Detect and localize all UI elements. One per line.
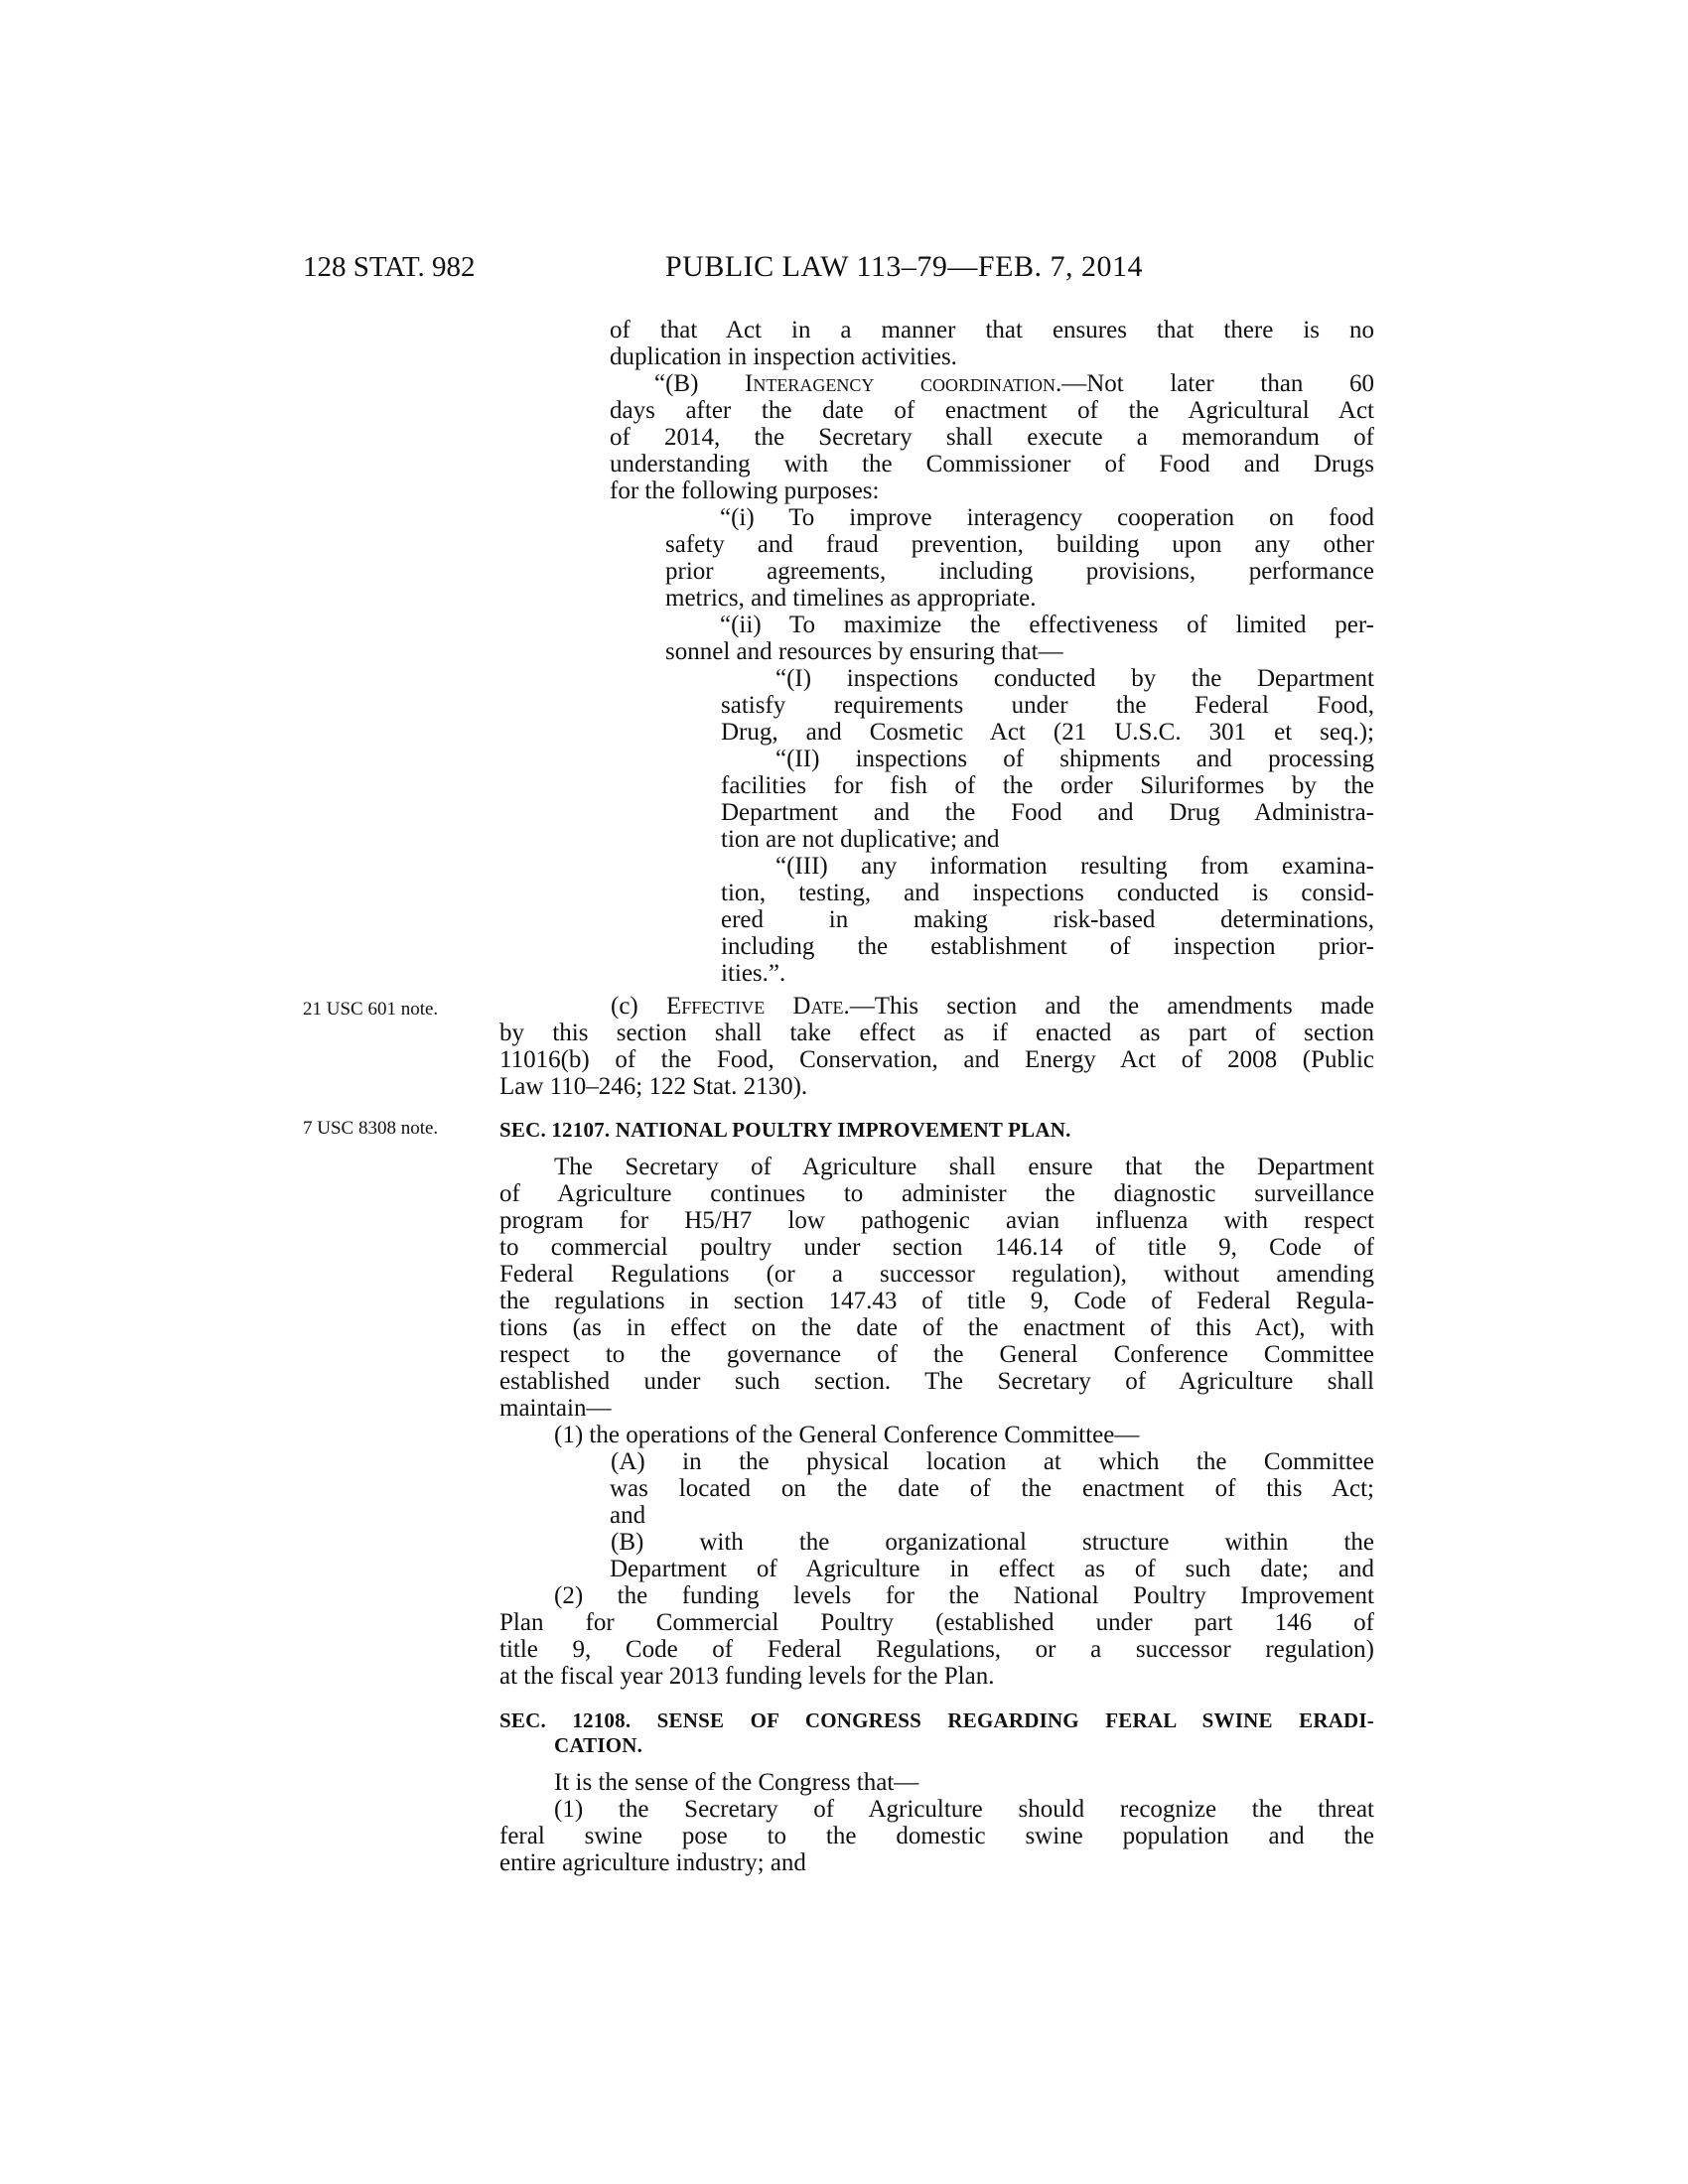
purpose-i-line: prior agreements, including provisions, performance: [665, 558, 1374, 585]
purpose-ii-line: sonnel and resources by ensuring that—: [665, 638, 1063, 665]
text-line: days after the date of enactment of the Agricultural Act: [610, 397, 1374, 424]
sec12107-item-1A-line: (A) in the physical location at which the Committee: [611, 1448, 1374, 1475]
interagency-heading-line: [654, 370, 1374, 397]
page-citation: 128 STAT. 982: [303, 251, 476, 283]
purpose-ii-line: “(ii) To maximize the effectiveness of limited per-: [720, 612, 1374, 638]
sec12107-item-2-line: Plan for Commercial Poultry (established under part 146 of: [499, 1609, 1374, 1636]
margin-note-7-usc: 7 USC 8308 note.: [303, 1118, 439, 1139]
purpose-i-line: metrics, and timelines as appropriate.: [665, 585, 1037, 612]
sec12107-para-line: the regulations in section 147.43 of title 9, Code of Federal Regula-: [499, 1288, 1374, 1314]
margin-note-21-usc: 21 USC 601 note.: [303, 999, 439, 1020]
interagency-suffix: .—Not later than 60: [1055, 370, 1375, 397]
sec12107-para-line: respect to the governance of the General Conference Committee: [499, 1341, 1374, 1368]
effective-heading: Effective Date: [665, 993, 844, 1020]
clause-I-line: Drug, and Cosmetic Act (21 U.S.C. 301 et seq.);: [721, 719, 1374, 746]
clause-I-line: satisfy requirements under the Federal Food,: [721, 692, 1374, 719]
sec12107-item-2-line: title 9, Code of Federal Regulations, or a successor regulation): [499, 1636, 1374, 1663]
interagency-heading: Interagency coordination: [745, 370, 1055, 397]
effective-date-line: by this section shall take effect as if enacted as part of section: [499, 1020, 1374, 1046]
effective-date-line: 11016(b) of the Food, Conservation, and Energy Act of 2008 (Public: [499, 1046, 1374, 1073]
sec12107-para-line: maintain—: [499, 1395, 612, 1422]
sec12107-para-line: tions (as in effect on the date of the enactment of this Act), with: [499, 1314, 1374, 1341]
effective-date-heading-line: [611, 993, 1374, 1020]
sec12107-item-1: (1) the operations of the General Conference Committee—: [554, 1422, 1140, 1448]
sec12107-para-line: of Agriculture continues to administer the diagnostic surveillance: [499, 1180, 1374, 1207]
sec12107-item-2-line: at the fiscal year 2013 funding levels for the Plan.: [499, 1663, 995, 1690]
clause-III-line: ities.”.: [721, 960, 786, 987]
sec12107-para-line: Federal Regulations (or a successor regulation), without amending: [499, 1261, 1374, 1288]
effective-suffix: .—This section and the amendments made: [843, 993, 1375, 1020]
sec12107-item-2-line: (2) the funding levels for the National Poultry Improvement: [554, 1582, 1374, 1609]
interagency-prefix: “(B): [654, 370, 746, 397]
sec12107-para-line: The Secretary of Agriculture shall ensure that the Department: [554, 1154, 1374, 1180]
running-header: PUBLIC LAW 113–79—FEB. 7, 2014: [665, 250, 1143, 283]
sec12108-item-1-line: feral swine pose to the domestic swine population and the: [499, 1823, 1374, 1849]
clause-I-line: “(I) inspections conducted by the Department: [775, 665, 1374, 692]
sec12108-intro: It is the sense of the Congress that—: [554, 1769, 919, 1796]
text-line: understanding with the Commissioner of Food and Drugs: [610, 451, 1374, 478]
clause-III-line: tion, testing, and inspections conducted is consid-: [721, 880, 1374, 906]
clause-II-line: facilities for fish of the order Siluriformes by the: [721, 772, 1374, 799]
clause-III-line: “(III) any information resulting from examina-: [775, 853, 1374, 880]
sec12108-item-1-line: (1) the Secretary of Agriculture should recognize the threat: [554, 1796, 1374, 1823]
clause-II-line: tion are not duplicative; and: [721, 826, 1000, 853]
text-line: for the following purposes:: [610, 478, 880, 504]
section-12107-title: SEC. 12107. NATIONAL POULTRY IMPROVEMENT PLAN.: [499, 1118, 1071, 1142]
text-line: duplication in inspection activities.: [610, 343, 957, 370]
section-12108-title-line2: CATION.: [554, 1733, 643, 1757]
sec12107-para-line: program for H5/H7 low pathogenic avian influenza with respect: [499, 1207, 1374, 1234]
section-12108-title-line1: SEC. 12108. SENSE OF CONGRESS REGARDING FERAL SWINE ERADI-: [499, 1708, 1374, 1732]
clause-II-line: Department and the Food and Drug Administra-: [721, 799, 1374, 826]
sec12107-item-1B-line: Department of Agriculture in effect as of such date; and: [610, 1556, 1374, 1582]
clause-III-line: ered in making risk-based determinations,: [721, 906, 1374, 933]
sec12107-para-line: to commercial poultry under section 146.14 of title 9, Code of: [499, 1234, 1374, 1261]
sec12107-item-1A-line: was located on the date of the enactment of this Act;: [610, 1475, 1374, 1502]
purpose-i-line: “(i) To improve interagency cooperation on food: [720, 504, 1374, 531]
sec12108-item-1-line: entire agriculture industry; and: [499, 1849, 806, 1876]
text-line: of that Act in a manner that ensures that there is no: [610, 317, 1374, 343]
text-line: of 2014, the Secretary shall execute a memorandum of: [610, 424, 1374, 451]
sec12107-item-1A-line: and: [610, 1502, 646, 1529]
purpose-i-line: safety and fraud prevention, building upon any other: [665, 531, 1374, 558]
sec12107-para-line: established under such section. The Secretary of Agriculture shall: [499, 1368, 1374, 1395]
effective-prefix: (c): [611, 993, 666, 1020]
clause-III-line: including the establishment of inspection prior-: [721, 933, 1374, 960]
sec12107-item-1B-line: (B) with the organizational structure within the: [611, 1529, 1374, 1556]
effective-date-line: Law 110–246; 122 Stat. 2130).: [499, 1073, 808, 1100]
clause-II-line: “(II) inspections of shipments and processing: [775, 746, 1374, 772]
